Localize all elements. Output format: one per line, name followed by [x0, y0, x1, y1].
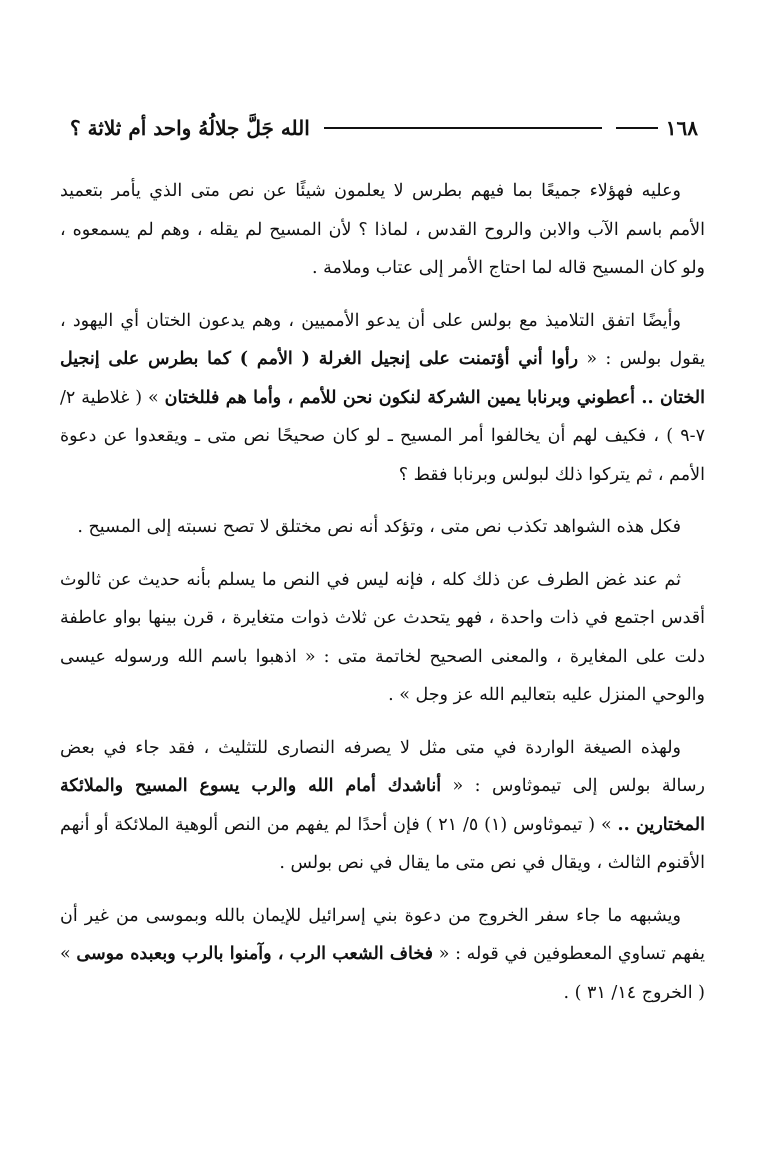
- quoted-text: فخاف الشعب الرب ، وآمنوا بالرب وبعبده موسى: [76, 944, 434, 964]
- paragraph-text: » ( تيموثاوس (١) ٥/ ٢١ ) فإن أحدًا لم يفهم من النص ألوهية الملائكة أو أنهم الأقنوم الثالث ، ويقال في نص متى ما يقال في نص بولس .: [60, 814, 705, 873]
- paragraph-text: ويشبهه ما جاء سفر الخروج من دعوة بني إسرائيل للإيمان بالله وبموسى من غير أن يفهم تساوي المعطوفين في قوله : «: [60, 905, 705, 964]
- page-number-rule: [616, 127, 658, 129]
- page-number-block: [616, 116, 698, 140]
- paragraph-text: ولهذه الصيغة الواردة في متى مثل لا يصرفه النصارى للتثليث ، فقد جاء في بعض رسالة بولس إلى تيموثاوس : «: [60, 737, 705, 796]
- paragraph-text: » ( الخروج ١٤/ ٣١ ) .: [60, 944, 705, 1003]
- body-text: [60, 172, 705, 1026]
- paragraph: [60, 729, 705, 883]
- paragraph: [60, 508, 705, 547]
- paragraph-text: وأيضًا اتفق التلاميذ مع بولس على أن يدعو الأمميين ، وهم يدعون الختان أي اليهود ، يقول بولس : «: [60, 310, 705, 369]
- quoted-text: رأوا أني أؤتمنت على إنجيل الغرلة ( الأمم ) كما بطرس على إنجيل الختان .. أعطوني وبرنابا يمين الشركة لنكون نحن للأمم ، وأما هم فللختان: [60, 349, 705, 408]
- page-number: ١٦٨: [665, 116, 698, 140]
- paragraph: [60, 302, 705, 495]
- header-rule: [324, 127, 602, 129]
- paragraph-text: » ( غلاطية ٢/ ٧-٩ ) ، فكيف لهم أن يخالفوا أمر المسيح ـ لو كان صحيحًا نص متى ـ ويقعدوا عن دعوة الأمم ، ثم يتركوا ذلك لبولس وبرنابا فقط ؟: [60, 387, 705, 485]
- paragraph: [60, 561, 705, 715]
- running-header: [70, 112, 698, 144]
- paragraph-text: فكل هذه الشواهد تكذب نص متى ، وتؤكد أنه نص مختلق لا تصح نسبته إلى المسيح .: [77, 517, 681, 537]
- quoted-text: أناشدك أمام الله والرب يسوع المسيح والملائكة المختارين ..: [60, 776, 705, 835]
- paragraph: [60, 897, 705, 1013]
- paragraph-text: وعليه فهؤلاء جميعًا بما فيهم بطرس لا يعلمون شيئًا عن نص متى الذي يأمر بتعميد الأمم باسم الآب والابن والروح القدس ، لماذا ؟ لأن المسيح لم يقله ، وهم لم يسمعوه ، ولو كان المسيح قاله لما احتاج الأمر إلى عتاب وملامة .: [60, 181, 705, 278]
- running-title: الله جَلَّ جلالُهُ واحد أم ثلاثة ؟: [70, 116, 310, 140]
- paragraph: [60, 172, 705, 288]
- paragraph-text: ثم عند غض الطرف عن ذلك كله ، فإنه ليس في النص ما يسلم بأنه حديث عن ثالوث أقدس اجتمع في ذات واحدة ، فهو يتحدث عن ثلاث ذوات متغايرة ، قرن بينها بواو عاطفة دلت على المغايرة ، والمعنى الصحيح لخاتمة متى : « اذهبوا باسم الله ورسوله عيسى والوحي المنزل عليه بتعاليم الله عز وجل » .: [60, 569, 705, 705]
